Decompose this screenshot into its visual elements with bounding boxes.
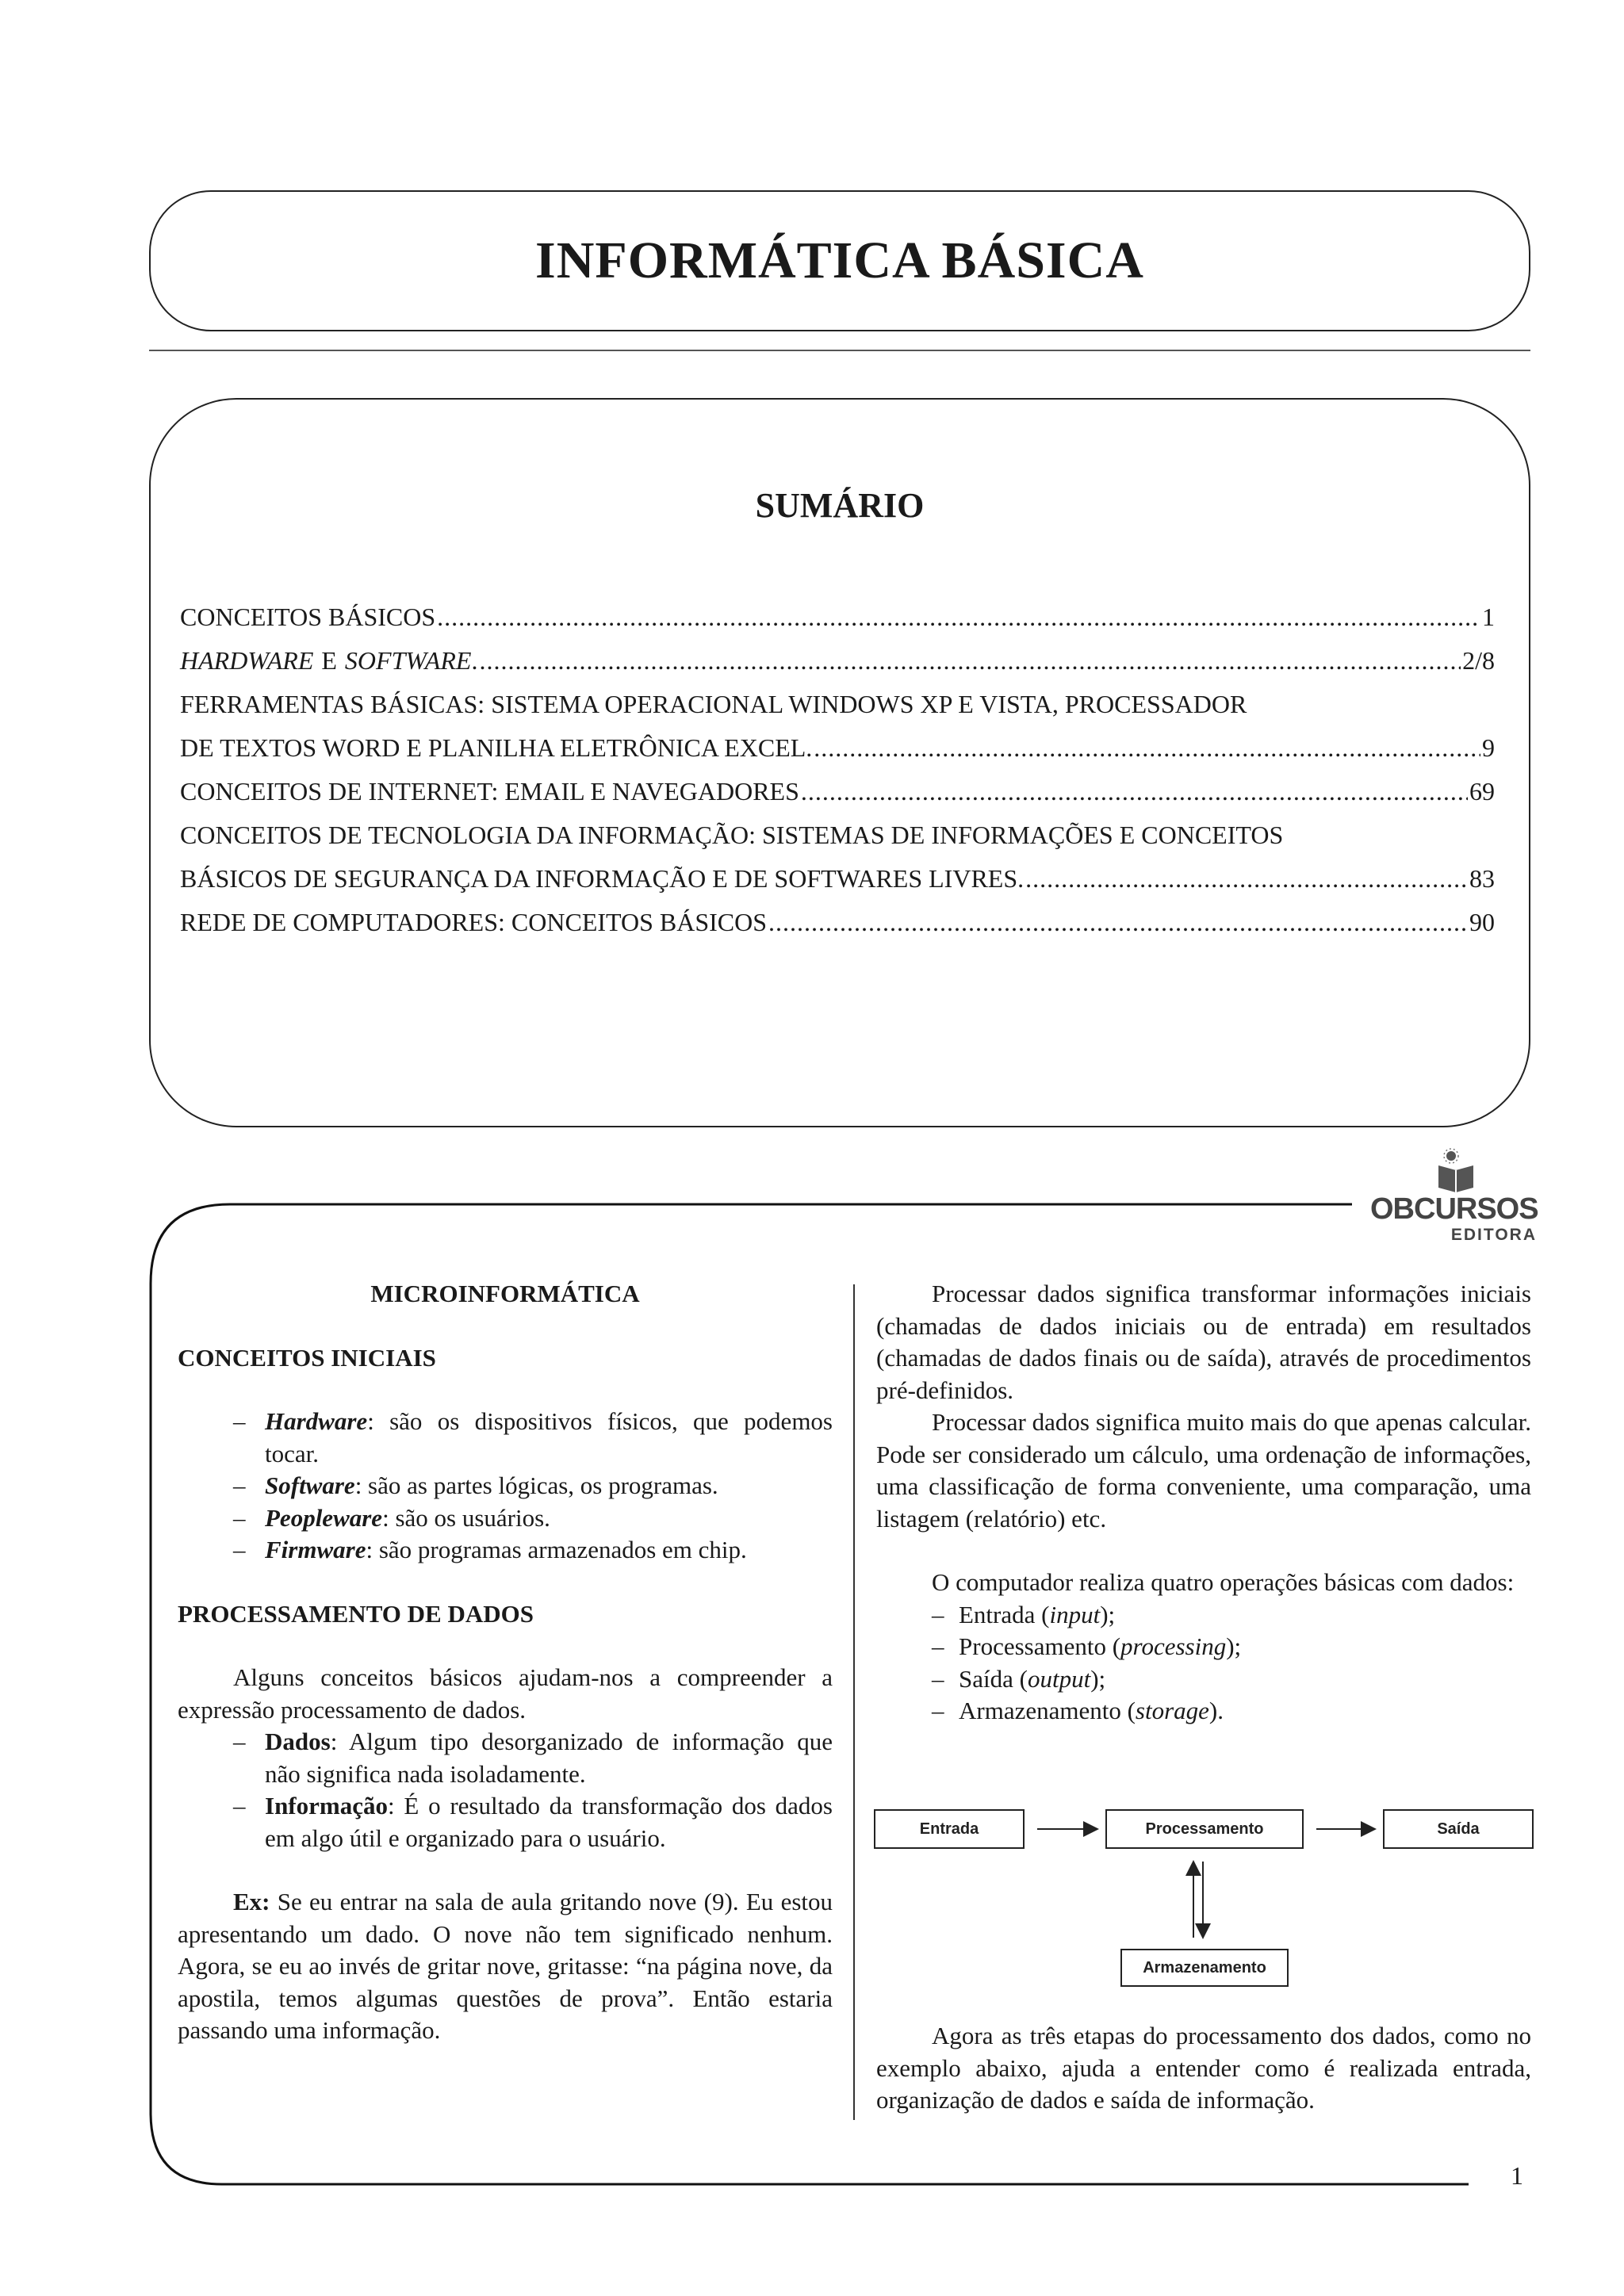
term-description: : É o resultado da transformação dos dados em algo útil e organizado para o usuário. [265, 1792, 833, 1852]
section-title: MICROINFORMÁTICA [370, 1280, 640, 1307]
operation-term: storage [1135, 1697, 1209, 1724]
diagram-box-process: Processamento [1105, 1809, 1304, 1849]
toc-leader [479, 646, 1461, 675]
list-item [178, 1406, 833, 1470]
operation-end: ); [1100, 1600, 1116, 1628]
operation-name: Armazenamento ( [959, 1697, 1136, 1724]
toc-entry-text: CONCEITOS BÁSICOS [180, 603, 436, 631]
page-title: INFORMÁTICA BÁSICA [535, 232, 1144, 289]
list-item [178, 1502, 833, 1535]
toc-leader [768, 908, 1468, 937]
toc-entry[interactable] [180, 821, 1495, 865]
term-description: : são as partes lógicas, os programas. [354, 1471, 718, 1499]
operation-end: ). [1208, 1697, 1224, 1724]
toc-page: 90 [1469, 908, 1495, 936]
operation-term: input [1049, 1600, 1101, 1628]
processing-heading: PROCESSAMENTO DE DADOS [178, 1599, 534, 1628]
term-software: Software [265, 1471, 355, 1499]
operations-list [876, 1599, 1531, 1728]
paragraph: Processar dados significa muito mais do que apenas calcular. Pode ser considerado um cálculo, uma ordenação de informações, uma classificação de forma conveniente, uma comparação, uma listagem (relatório) etc. [876, 1408, 1531, 1533]
toc-conjunction: E [321, 646, 337, 675]
operation-name: Processamento ( [959, 1632, 1121, 1660]
toc-entry-text [180, 646, 477, 675]
operation-end: ); [1226, 1632, 1242, 1660]
list-item [178, 1726, 833, 1790]
list-item [178, 1534, 833, 1567]
toc-entry-text: FERRAMENTAS BÁSICAS: SISTEMA OPERACIONAL WINDOWS XP E VISTA, PROCESSADOR [180, 690, 1247, 718]
toc-leader [814, 733, 1480, 763]
toc-entry[interactable] [180, 908, 1495, 952]
example-paragraph [178, 1886, 833, 2047]
toc-entry[interactable] [180, 690, 1495, 734]
left-column [178, 1278, 833, 2047]
term-dados: Dados [265, 1728, 331, 1755]
paragraph: O computador realiza quatro operações básicas com dados: [932, 1568, 1515, 1596]
summary-heading: SUMÁRIO [755, 486, 925, 525]
right-column [876, 1278, 1531, 1728]
concepts-list [178, 1406, 833, 1567]
term-informacao: Informação [265, 1792, 388, 1820]
toc-entry[interactable] [180, 603, 1495, 647]
paragraph: Processar dados significa transformar informações iniciais (chamadas de dados iniciais ou de entrada) em resultados (chamadas de dados finais ou de saída), através de procedimentos pré-definidos. [876, 1280, 1531, 1404]
toc-entry-text: CONCEITOS DE INTERNET: EMAIL E NAVEGADORES [180, 777, 799, 806]
toc-term-software: SOFTWARE [344, 646, 472, 675]
term-description: : são programas armazenados em chip. [366, 1536, 747, 1563]
operation-name: Saída ( [959, 1664, 1028, 1693]
list-item [876, 1599, 1531, 1632]
term-description: : são os dispositivos físicos, que podemos tocar. [265, 1407, 833, 1468]
column-divider [853, 1284, 855, 2120]
publisher-logo-sub: EDITORA [1450, 1226, 1537, 1244]
list-item [876, 1663, 1531, 1696]
processing-intro: Alguns conceitos básicos ajudam-nos a compreender a expressão processamento de dados. [178, 1663, 833, 1724]
example-text: Se eu entrar na sala de aula gritando nove (9). Eu estou apresentando um dado. O nove não tem significado nenhum. Agora, se eu ao invés de gritar nove, gritasse: “na página nove, da apostila, temos algumas questões de prova”. Então estaria passando uma informação. [178, 1888, 833, 2044]
list-item [876, 1631, 1531, 1663]
page-number: 1 [1511, 2161, 1523, 2190]
term-description: : Algum tipo desorganizado de informação que não significa nada isoladamente. [265, 1728, 833, 1788]
toc-entry-text: CONCEITOS DE TECNOLOGIA DA INFORMAÇÃO: SISTEMAS DE INFORMAÇÕES E CONCEITOS [180, 821, 1284, 849]
term-description: : são os usuários. [382, 1503, 550, 1532]
toc-entry-text: BÁSICOS DE SEGURANÇA DA INFORMAÇÃO E DE SOFTWARES LIVRES. [180, 864, 1025, 893]
paragraph: Agora as três etapas do processamento dos dados, como no exemplo abaixo, ajuda a entender como é realizada entrada, organização de dados e saída de informação. [876, 2022, 1531, 2114]
definitions-list [178, 1726, 833, 1854]
toc-page: 83 [1469, 864, 1495, 893]
toc-entry[interactable] [180, 864, 1495, 909]
diagram-arrows [872, 1808, 1538, 1990]
operation-term: output [1027, 1664, 1091, 1693]
diagram-box-input: Entrada [874, 1809, 1025, 1849]
toc-entry[interactable] [180, 646, 1495, 691]
toc-entry-text: DE TEXTOS WORD E PLANILHA ELETRÔNICA EXCEL. [180, 733, 813, 762]
right-column-closing [876, 2020, 1531, 2117]
operation-name: Entrada ( [959, 1600, 1050, 1628]
toc-entry-text: REDE DE COMPUTADORES: CONCEITOS BÁSICOS [180, 908, 768, 936]
toc-period: . [471, 646, 478, 675]
processing-flow-diagram [872, 1808, 1538, 1990]
concepts-heading: CONCEITOS INICIAIS [178, 1343, 436, 1372]
diagram-box-storage: Armazenamento [1120, 1949, 1289, 1987]
toc-term-hardware: HARDWARE [180, 646, 314, 675]
toc-entry[interactable] [180, 733, 1495, 778]
list-item [876, 1695, 1531, 1728]
toc-leader [437, 603, 1480, 632]
toc-page: 2/8 [1462, 646, 1495, 675]
toc-page: 1 [1482, 603, 1495, 631]
toc-entry[interactable] [180, 777, 1495, 821]
example-label: Ex: [233, 1888, 270, 1915]
toc-page: 9 [1482, 733, 1495, 762]
list-item [178, 1470, 833, 1502]
title-rule [149, 350, 1530, 351]
term-peopleware: Peopleware [265, 1503, 383, 1532]
toc-leader [1025, 864, 1468, 894]
toc-leader [801, 777, 1468, 806]
term-firmware: Firmware [265, 1536, 366, 1563]
operation-end: ); [1090, 1664, 1106, 1693]
publisher-logo-name: OBCURSOS [1370, 1192, 1538, 1226]
open-book-icon [1434, 1148, 1478, 1192]
diagram-box-output: Saída [1383, 1809, 1534, 1849]
term-hardware: Hardware [265, 1407, 368, 1435]
list-item [178, 1790, 833, 1854]
operation-term: processing [1120, 1632, 1227, 1660]
toc-page: 69 [1469, 777, 1495, 806]
